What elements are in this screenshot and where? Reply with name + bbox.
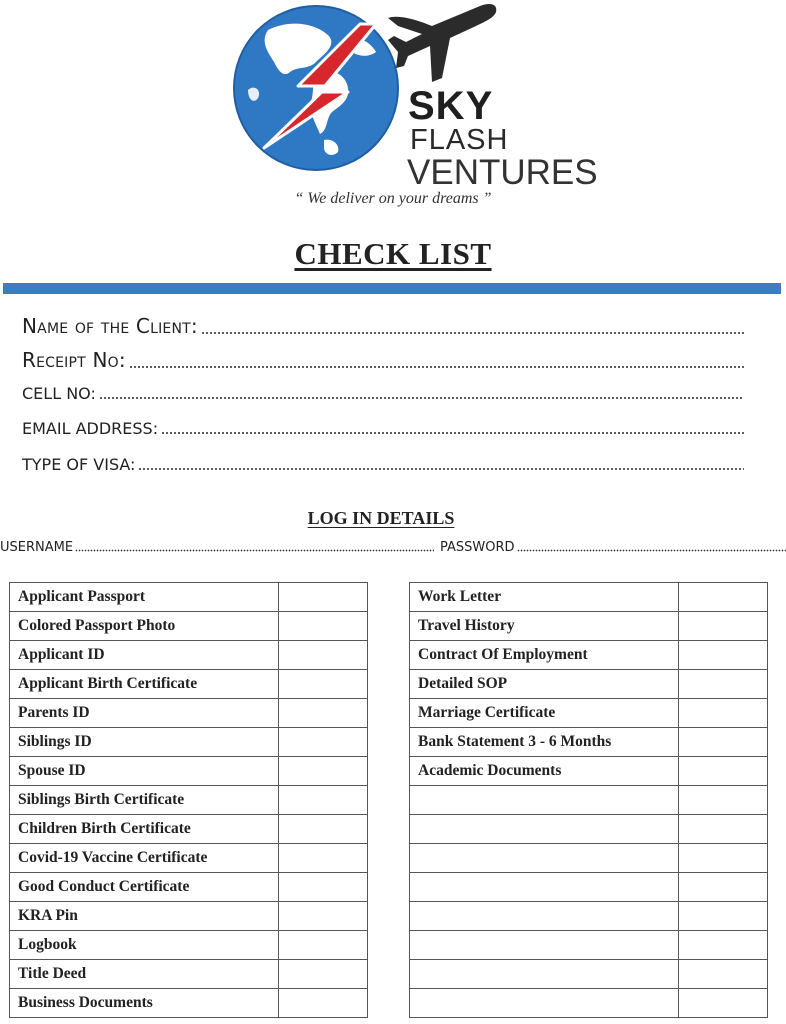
brand-tagline: “ We deliver on your dreams ”: [294, 190, 492, 207]
checklist-row: [10, 989, 368, 1018]
checklist-item-label: Siblings Birth Certificate: [10, 786, 279, 815]
checklist-tick-box[interactable]: [679, 815, 768, 844]
checklist-tick-box[interactable]: [279, 641, 368, 670]
password-label: PASSWORD: [440, 540, 515, 555]
checklist-row: [410, 670, 768, 699]
checklist-item-label: Siblings ID: [10, 728, 279, 757]
password-blank[interactable]: [517, 549, 786, 552]
checklist-row: [410, 931, 768, 960]
checklist-tick-box[interactable]: [679, 989, 768, 1018]
checklist-item-label: [410, 815, 679, 844]
brand-name-flash: FLASH: [410, 124, 509, 156]
checklist-tick-box[interactable]: [679, 583, 768, 612]
checklist-row: [410, 989, 768, 1018]
checklist-item-label: Good Conduct Certificate: [10, 873, 279, 902]
checklist-tick-box[interactable]: [279, 902, 368, 931]
login-details-heading: LOG IN DETAILS: [307, 508, 455, 528]
client-name-field[interactable]: [22, 314, 744, 338]
checklist-item-label: Travel History: [410, 612, 679, 641]
password-field[interactable]: [440, 540, 786, 555]
checklist-row: [410, 902, 768, 931]
checklist-item-label: Logbook: [10, 931, 279, 960]
checklist-tick-box[interactable]: [279, 989, 368, 1018]
checklist-tick-box[interactable]: [279, 757, 368, 786]
checklist-row: [410, 757, 768, 786]
checklist-tick-box[interactable]: [279, 583, 368, 612]
receipt-no-blank[interactable]: [129, 365, 744, 369]
checklist-row: [410, 960, 768, 989]
checklist-row: [10, 931, 368, 960]
receipt-no-label: Receipt No:: [22, 348, 126, 372]
checklist-row: [10, 960, 368, 989]
cell-no-label: CELL NO:: [22, 384, 96, 403]
checklist-item-label: Applicant Passport: [10, 583, 279, 612]
checklist-item-label: Spouse ID: [10, 757, 279, 786]
checklist-item-label: Bank Statement 3 - 6 Months: [410, 728, 679, 757]
visa-type-label: TYPE OF VISA:: [22, 455, 136, 474]
checklist-item-label: [410, 960, 679, 989]
checklist-item-label: [410, 902, 679, 931]
checklist-tick-box[interactable]: [279, 786, 368, 815]
checklist-row: [10, 757, 368, 786]
checklist-row: [10, 670, 368, 699]
checklist-table-right: [409, 582, 768, 1018]
checklist-tick-box[interactable]: [679, 728, 768, 757]
checklist-row: [10, 612, 368, 641]
checklist-row: [410, 844, 768, 873]
checklist-tick-box[interactable]: [679, 844, 768, 873]
checklist-tick-box[interactable]: [279, 873, 368, 902]
checklist-tick-box[interactable]: [279, 815, 368, 844]
checklist-item-label: [410, 873, 679, 902]
username-label: USERNAME: [0, 540, 74, 555]
username-blank[interactable]: [75, 549, 434, 552]
checklist-tick-box[interactable]: [279, 931, 368, 960]
page-title: CHECK LIST: [294, 236, 492, 271]
checklist-row: [410, 699, 768, 728]
checklist-row: [10, 728, 368, 757]
checklist-item-label: Title Deed: [10, 960, 279, 989]
checklist-item-label: Applicant ID: [10, 641, 279, 670]
checklist-tick-box[interactable]: [679, 786, 768, 815]
visa-type-field[interactable]: [22, 455, 744, 474]
checklist-item-label: [410, 786, 679, 815]
checklist-row: [10, 844, 368, 873]
checklist-row: [410, 728, 768, 757]
checklist-row: [410, 583, 768, 612]
client-name-label: Name of the Client:: [22, 314, 198, 338]
checklist-item-label: Business Documents: [10, 989, 279, 1018]
email-address-blank[interactable]: [161, 431, 744, 435]
checklist-row: [10, 641, 368, 670]
checklist-table-left: [9, 582, 368, 1018]
checklist-item-label: Applicant Birth Certificate: [10, 670, 279, 699]
checklist-item-label: KRA Pin: [10, 902, 279, 931]
checklist-tick-box[interactable]: [679, 612, 768, 641]
checklist-item-label: [410, 844, 679, 873]
visa-type-blank[interactable]: [138, 467, 744, 471]
checklist-item-label: [410, 989, 679, 1018]
cell-no-blank[interactable]: [99, 396, 744, 400]
checklist-item-label: Contract Of Employment: [410, 641, 679, 670]
cell-no-field[interactable]: [22, 384, 744, 403]
checklist-tick-box[interactable]: [279, 612, 368, 641]
email-address-label: EMAIL ADDRESS:: [22, 419, 159, 438]
company-logo: [0, 0, 786, 215]
checklist-tick-box[interactable]: [679, 902, 768, 931]
checklist-tick-box[interactable]: [679, 960, 768, 989]
brand-name-sky: SKY: [408, 84, 494, 128]
checklist-row: [10, 786, 368, 815]
checklist-tick-box[interactable]: [279, 699, 368, 728]
email-address-field[interactable]: [22, 419, 744, 438]
username-field[interactable]: [0, 540, 434, 555]
checklist-row: [410, 612, 768, 641]
checklist-item-label: Work Letter: [410, 583, 679, 612]
checklist-tick-box[interactable]: [279, 728, 368, 757]
checklist-tick-box[interactable]: [679, 699, 768, 728]
checklist-item-label: Academic Documents: [410, 757, 679, 786]
checklist-tick-box[interactable]: [279, 844, 368, 873]
checklist-item-label: Marriage Certificate: [410, 699, 679, 728]
checklist-item-label: Detailed SOP: [410, 670, 679, 699]
checklist-item-label: Parents ID: [10, 699, 279, 728]
checklist-tick-box[interactable]: [679, 931, 768, 960]
checklist-item-label: Covid-19 Vaccine Certificate: [10, 844, 279, 873]
checklist-item-label: [410, 931, 679, 960]
checklist-row: [10, 902, 368, 931]
client-name-blank[interactable]: [201, 331, 744, 335]
checklist-item-label: Colored Passport Photo: [10, 612, 279, 641]
checklist-row: [10, 699, 368, 728]
checklist-tick-box[interactable]: [679, 670, 768, 699]
checklist-row: [10, 583, 368, 612]
checklist-item-label: Children Birth Certificate: [10, 815, 279, 844]
checklist-tick-box[interactable]: [679, 641, 768, 670]
checklist-row: [410, 641, 768, 670]
checklist-tick-box[interactable]: [679, 757, 768, 786]
checklist-row: [410, 873, 768, 902]
checklist-tick-box[interactable]: [279, 960, 368, 989]
header-divider: [3, 283, 781, 294]
receipt-no-field[interactable]: [22, 348, 744, 372]
checklist-tick-box[interactable]: [679, 873, 768, 902]
checklist-row: [10, 873, 368, 902]
brand-name-ventures: VENTURES: [407, 153, 598, 192]
checklist-row: [410, 786, 768, 815]
checklist-row: [410, 815, 768, 844]
checklist-tick-box[interactable]: [279, 670, 368, 699]
checklist-row: [10, 815, 368, 844]
